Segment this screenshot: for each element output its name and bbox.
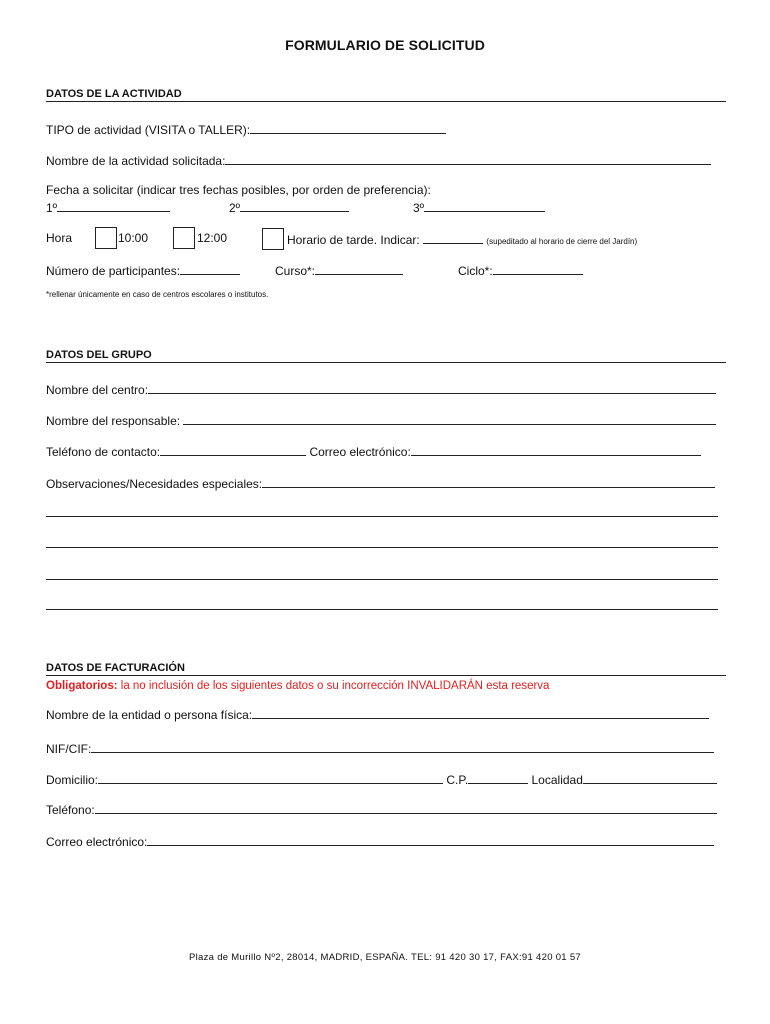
field-responsable-label: Nombre del responsable: — [46, 414, 181, 428]
hora-1200-label: 12:00 — [197, 231, 228, 245]
field-fecha-3[interactable] — [413, 199, 545, 216]
field-fecha-2-line[interactable] — [240, 199, 349, 212]
field-fecha-3-line[interactable] — [424, 199, 545, 212]
field-nif[interactable] — [46, 740, 714, 755]
horario-tarde-note: (supeditado al horario de cierre del Jardín) — [486, 237, 638, 246]
field-fecha-label: Fecha a solicitar (indicar tres fechas posibles, por orden de preferencia): — [46, 183, 431, 197]
field-correo-facturacion-label: Correo electrónico: — [46, 835, 148, 849]
field-correo-facturacion-line[interactable] — [147, 833, 714, 846]
field-telefono-contacto-line[interactable] — [160, 443, 306, 456]
section-heading-grupo: DATOS DEL GRUPO — [46, 349, 726, 363]
hora-1000-label: 10:00 — [118, 231, 149, 245]
horario-tarde-line[interactable] — [423, 231, 483, 244]
field-centro-line[interactable] — [148, 381, 716, 394]
field-observaciones[interactable] — [46, 475, 715, 490]
field-fecha-1[interactable] — [46, 199, 170, 216]
checkbox-horario-tarde[interactable] — [262, 228, 284, 250]
field-cp-line[interactable] — [468, 771, 528, 784]
observaciones-line-2[interactable] — [46, 516, 718, 517]
obligatorios-label: Obligatorios: — [46, 680, 118, 692]
field-horario-tarde[interactable] — [287, 231, 637, 249]
field-curso-line[interactable] — [315, 262, 403, 275]
field-participantes-line[interactable] — [180, 262, 240, 275]
observaciones-line-5[interactable] — [46, 609, 718, 610]
section-heading-facturacion: DATOS DE FACTURACIÓN — [46, 662, 726, 676]
field-tipo-line[interactable] — [250, 121, 446, 134]
field-responsable[interactable] — [46, 412, 716, 427]
field-telefono-contacto[interactable] — [46, 443, 701, 458]
field-nombre-actividad[interactable] — [46, 152, 711, 167]
field-tipo[interactable] — [46, 121, 446, 136]
section-heading-actividad: DATOS DE LA ACTIVIDAD — [46, 88, 726, 102]
checkbox-hora-1000[interactable] — [95, 227, 117, 249]
field-entidad-line[interactable] — [252, 706, 709, 719]
field-nombre-actividad-label: Nombre de la actividad solicitada: — [46, 154, 226, 168]
field-ciclo-label: Ciclo*: — [458, 264, 493, 278]
field-correo-grupo-label: Correo electrónico: — [309, 445, 411, 459]
field-cp-label: C.P. — [446, 773, 469, 787]
observaciones-line-3[interactable] — [46, 547, 718, 548]
observaciones-line-4[interactable] — [46, 579, 718, 580]
field-correo-facturacion[interactable] — [46, 833, 714, 848]
field-centro-label: Nombre del centro: — [46, 383, 149, 397]
field-fecha-1-label: 1º — [46, 201, 58, 215]
field-observaciones-line[interactable] — [262, 475, 715, 488]
field-telefono-facturacion-label: Teléfono: — [46, 803, 95, 817]
field-curso[interactable] — [275, 262, 403, 279]
field-nif-line[interactable] — [91, 740, 714, 753]
field-ciclo-line[interactable] — [493, 262, 583, 275]
hora-label: Hora — [46, 231, 73, 245]
form-title: FORMULARIO DE SOLICITUD — [285, 37, 485, 53]
footnote-centros: *rellenar únicamente en caso de centros escolares o institutos. — [46, 290, 269, 299]
obligatorios-text: la no inclusión de los siguientes datos o su incorrección INVALIDARÁN esta reserva — [117, 680, 550, 692]
field-entidad-label: Nombre de la entidad o persona física: — [46, 708, 253, 722]
field-telefono-contacto-label: Teléfono de contacto: — [46, 445, 161, 459]
field-nombre-actividad-line[interactable] — [225, 152, 711, 165]
field-fecha-3-label: 3º — [413, 201, 425, 215]
field-tipo-label: TIPO de actividad (VISITA o TALLER): — [46, 123, 251, 137]
obligatorios-warning — [46, 680, 549, 692]
field-localidad-line[interactable] — [583, 771, 717, 784]
field-fecha-2[interactable] — [229, 199, 349, 216]
field-centro[interactable] — [46, 381, 716, 396]
field-curso-label: Curso*: — [275, 264, 316, 278]
field-domicilio-label: Domicilio: — [46, 773, 99, 787]
field-ciclo[interactable] — [458, 262, 583, 279]
footer-address: Plaza de Murillo Nº2, 28014, MADRID, ESPAÑA. TEL: 91 420 30 17, FAX:91 420 01 57 — [188, 952, 582, 963]
field-fecha-2-label: 2º — [229, 201, 241, 215]
field-responsable-line[interactable] — [183, 412, 716, 425]
field-correo-grupo-line[interactable] — [411, 443, 701, 456]
field-localidad-label: Localidad — [531, 773, 583, 787]
field-entidad[interactable] — [46, 706, 709, 721]
field-domicilio[interactable] — [46, 771, 717, 786]
field-observaciones-label: Observaciones/Necesidades especiales: — [46, 477, 263, 491]
horario-tarde-label: Horario de tarde. Indicar: — [287, 233, 420, 247]
field-participantes-label: Número de participantes: — [46, 264, 181, 278]
checkbox-hora-1200[interactable] — [173, 227, 195, 249]
field-fecha-1-line[interactable] — [57, 199, 170, 212]
field-participantes[interactable] — [46, 262, 240, 279]
field-telefono-facturacion-line[interactable] — [95, 801, 717, 814]
field-domicilio-line[interactable] — [98, 771, 443, 784]
field-telefono-facturacion[interactable] — [46, 801, 717, 816]
field-nif-label: NIF/CIF: — [46, 742, 92, 756]
